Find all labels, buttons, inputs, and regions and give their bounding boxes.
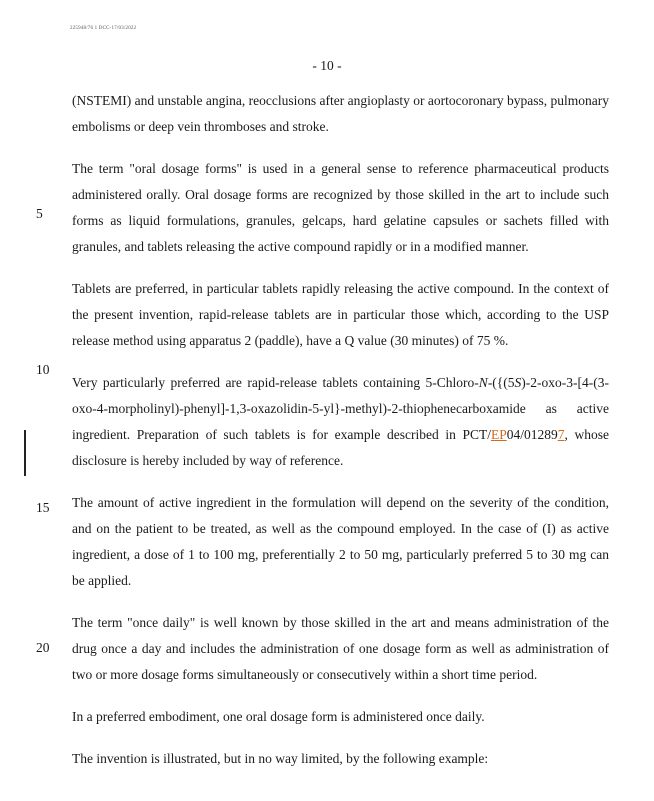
amended-digit: 7 xyxy=(557,427,565,442)
paragraph-oral-dosage-forms: The term "oral dosage forms" is used in a general sense to reference pharmaceutical products administered orally. Oral dosage forms are recognized by those skilled in the art to include such forms as liquid formulations, granules, gelcaps, hard gelatine capsules or sachets filled with granules, and tablets releasing the active compound rapidly or in a modified manner. xyxy=(72,161,609,254)
paragraph-preferred-embodiment: In a preferred embodiment, one oral dosage form is administered once daily. xyxy=(72,709,485,724)
paragraph-once-daily: The term "once daily" is well known by those skilled in the art and means administration of the drug once a day and includes the administration of one dosage form as well as administration of two or more dosage forms simultaneously or consecutively within a short time period. xyxy=(72,615,609,682)
paragraph-nstemi: (NSTEMI) and unstable angina, reocclusions after angioplasty or aortocoronary bypass, pulmonary embolisms or deep vein thromboses and stroke. xyxy=(72,93,609,134)
line-number-10: 10 xyxy=(36,362,50,377)
amended-country-code: EP xyxy=(490,427,507,442)
line-number-5: 5 xyxy=(36,206,43,221)
revision-change-bar xyxy=(24,430,26,476)
paragraph-active-ingredient-amount: The amount of active ingredient in the formulation will depend on the severity of the condition, and on the patient to be treated, as well as the compound employed. In the case of (I) as active ingredient, a dose of 1 to 100 mg, preferentially 2 to 50 mg, particularly preferred 5 to 30 mg can be applied. xyxy=(72,495,609,588)
italic-n: N xyxy=(478,375,488,390)
document-header-id: 225948/76 1 DCC-17/03/2022 xyxy=(70,26,137,31)
line-number-20: 20 xyxy=(36,640,50,655)
compound-text-3: )-2-oxo-3-[4-(3-oxo-4-morpholinyl)-phenyl]-1,3-oxazolidin-5-yl}-methyl)-2-thiophenecarboxamide as active ingredient. Preparation of such tablets is for example described in PCT/ xyxy=(72,375,609,442)
compound-text-1: Very particularly preferred are rapid-release tablets containing 5-Chloro- xyxy=(72,375,479,390)
paragraph-invention-illustrated: The invention is illustrated, but in no way limited, by the following example: xyxy=(72,751,489,766)
paragraph-rapid-release-tablets xyxy=(72,370,609,474)
italic-s: S xyxy=(514,375,522,390)
paragraph-tablets-preferred: Tablets are preferred, in particular tablets rapidly releasing the active compound. In the context of the present invention, rapid-release tablets are in particular those which, according to the USP release method using apparatus 2 (paddle), have a Q value (30 minutes) of 75 %. xyxy=(72,281,609,348)
line-number-15: 15 xyxy=(36,500,50,515)
compound-text-2: -({(5 xyxy=(487,375,515,390)
compound-text-4: , whose disclosure is hereby included by way of reference. xyxy=(72,427,609,468)
application-number: 04/01289 xyxy=(506,427,558,442)
page-number: - 10 - xyxy=(312,58,342,73)
document-body xyxy=(72,88,609,788)
